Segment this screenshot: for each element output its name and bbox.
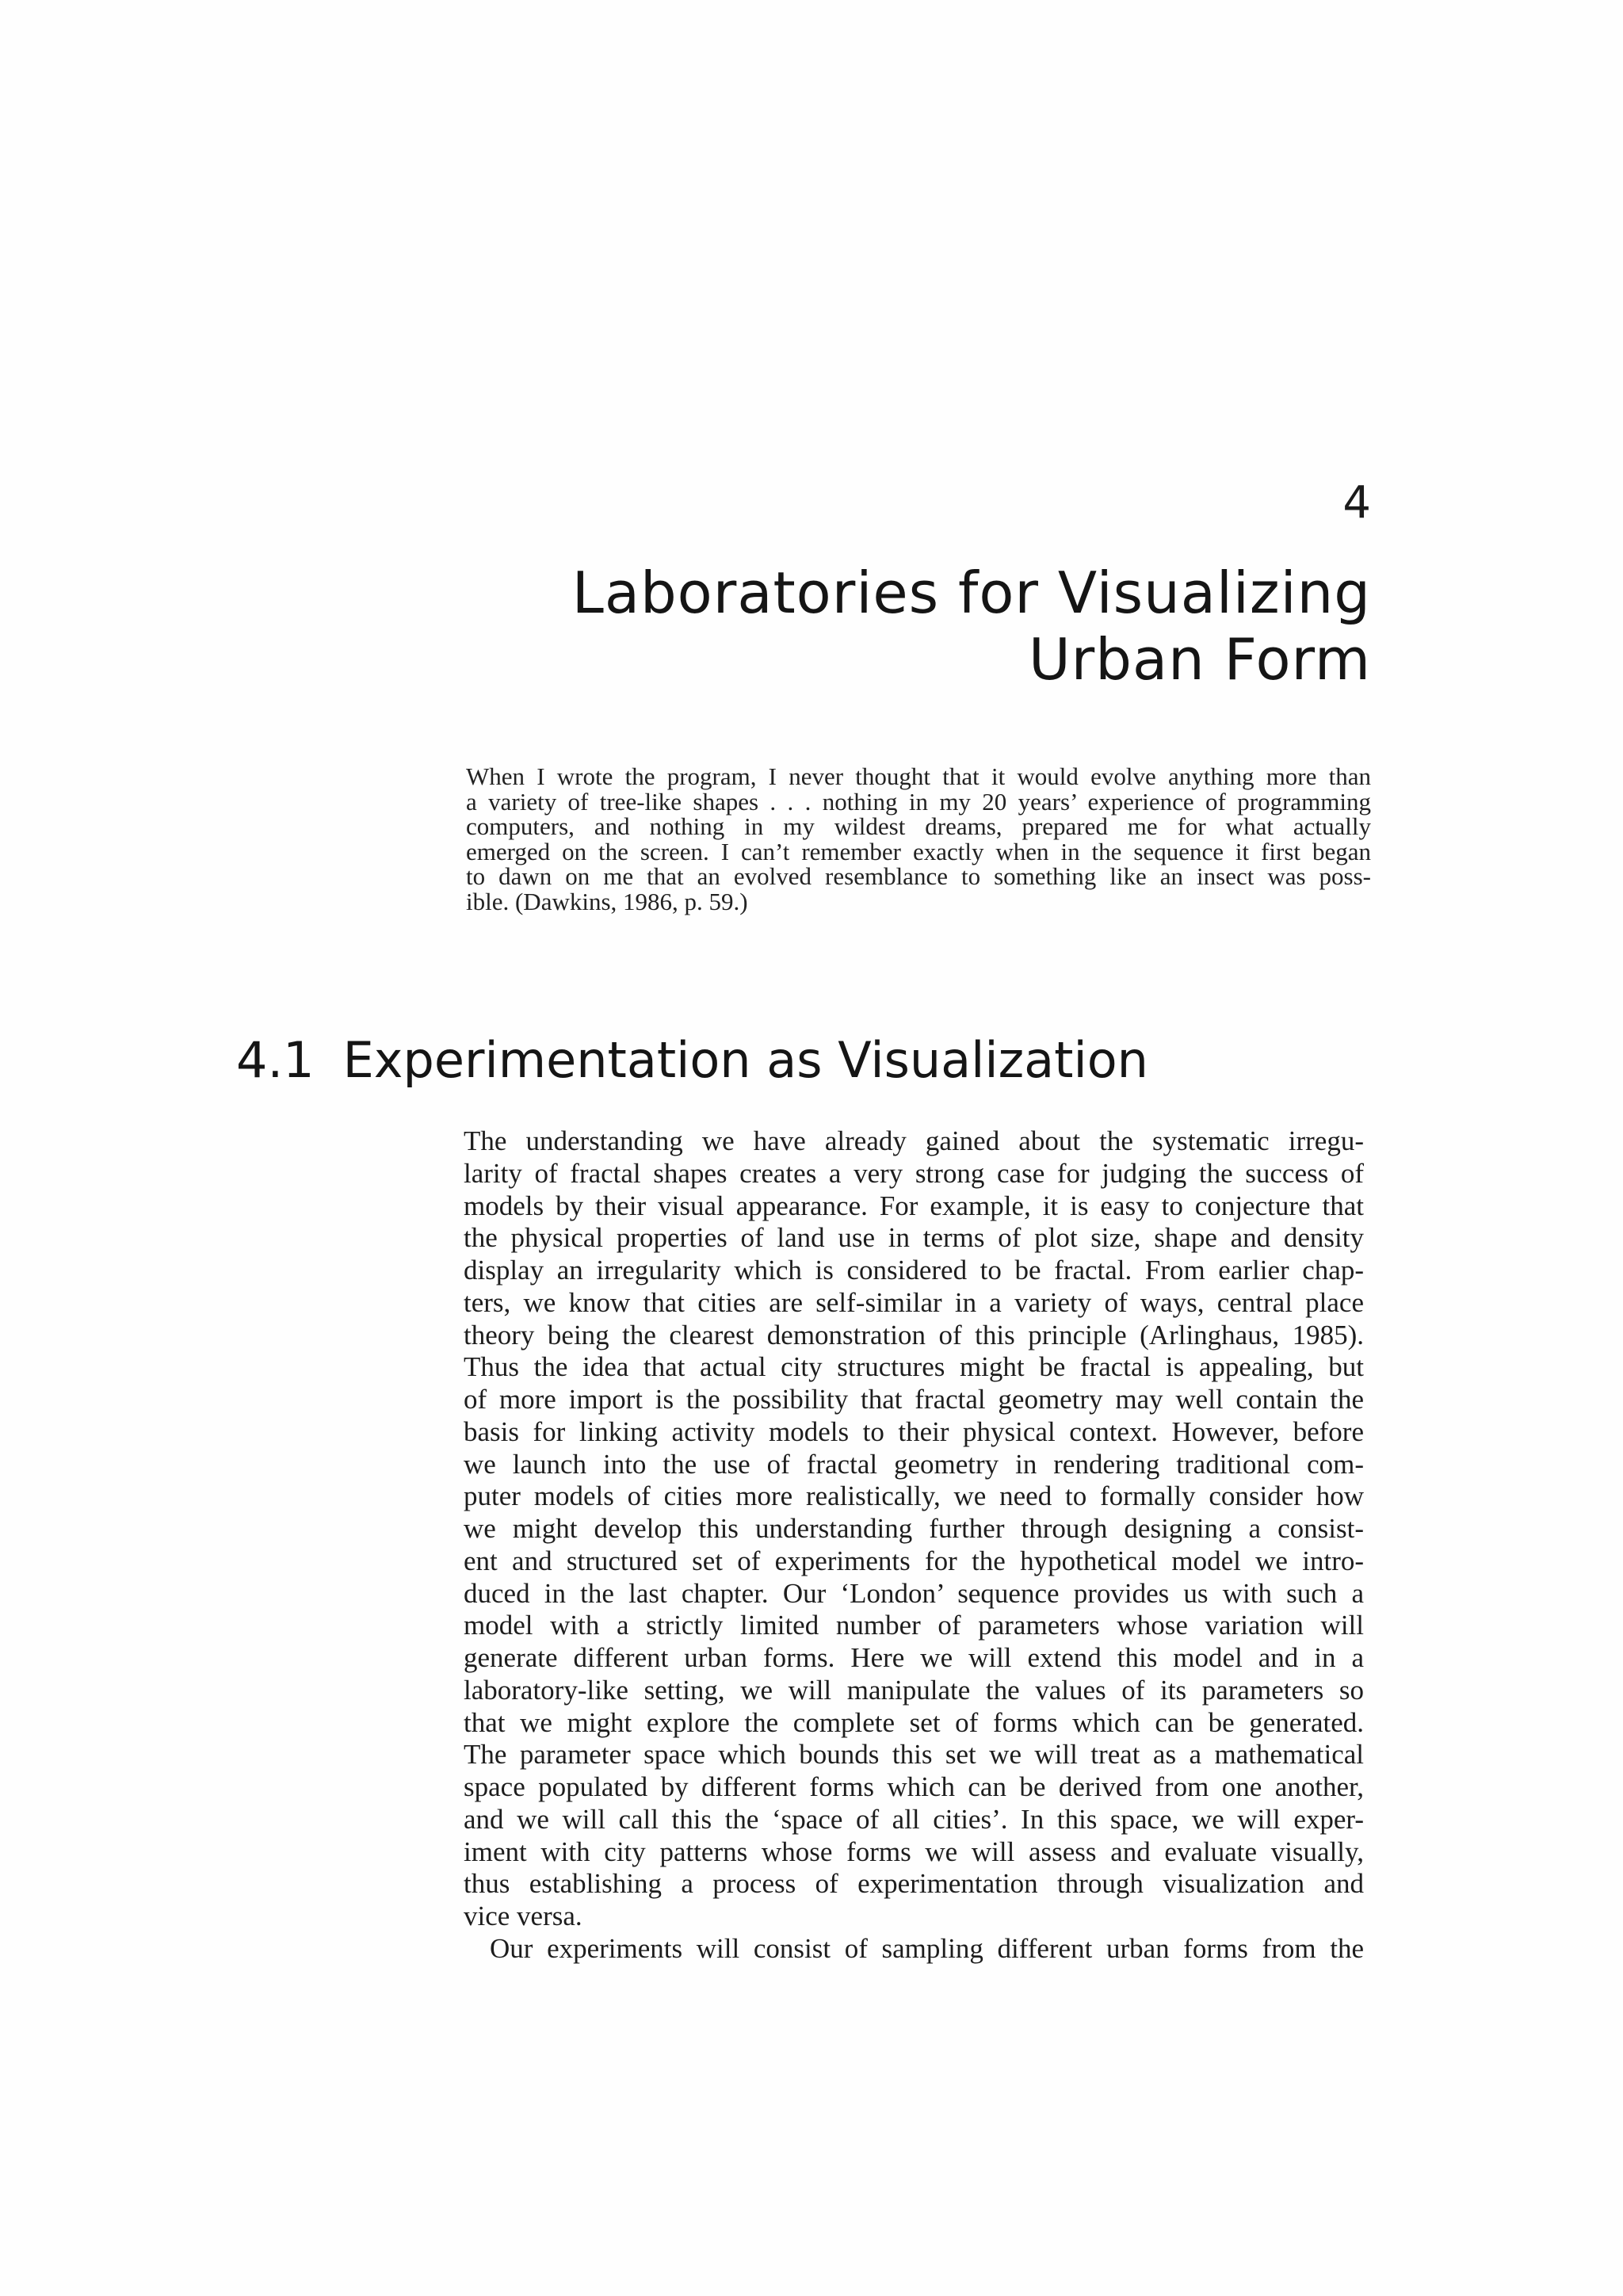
body-line: Our experiments will consist of sampling different urban forms from the: [490, 1932, 1364, 1964]
body-line: thus establishing a process of experimentation through visualization and: [464, 1868, 1364, 1900]
body-line: puter models of cities more realistically, we need to formally consider how: [464, 1480, 1364, 1512]
epigraph-line: to dawn on me that an evolved resemblance to something like an insect was poss-: [466, 862, 1371, 890]
epigraph-line: ible. (Dawkins, 1986, p. 59.): [466, 887, 748, 915]
body-line: iment with city patterns whose forms we will assess and evaluate visually,: [464, 1836, 1364, 1867]
body-line: ters, we know that cities are self-similar in a variety of ways, central place: [464, 1286, 1364, 1318]
body-line: The understanding we have already gained about the systematic irregu-: [464, 1125, 1364, 1156]
body-line: space populated by different forms which can be derived from one another,: [464, 1771, 1364, 1802]
section-number: 4.1: [236, 1031, 315, 1089]
body-line: laboratory-like setting, we will manipulate the values of its parameters so: [464, 1674, 1364, 1706]
epigraph-quote: [466, 764, 1371, 914]
body-line: we might develop this understanding further through designing a consist-: [464, 1513, 1364, 1544]
section-heading: [236, 1030, 1148, 1091]
epigraph-line: When I wrote the program, I never thought that it would evolve anything more than: [466, 762, 1371, 790]
body-line: the physical properties of land use in terms of plot size, shape and density: [464, 1222, 1364, 1254]
body-line: generate different urban forms. Here we will extend this model and in a: [464, 1642, 1364, 1673]
body-line: basis for linking activity models to their physical context. However, before: [464, 1415, 1364, 1447]
body-line: ent and structured set of experiments for the hypothetical model we intro-: [464, 1545, 1364, 1576]
body-line: The parameter space which bounds this set we will treat as a mathematical: [464, 1739, 1364, 1771]
epigraph-line: computers, and nothing in my wildest dreams, prepared me for what actually: [466, 812, 1371, 840]
body-line: of more import is the possibility that fractal geometry may well contain the: [464, 1384, 1364, 1415]
body-line: Thus the idea that actual city structures might be fractal is appealing, but: [464, 1351, 1364, 1383]
chapter-title-line: Urban Form: [1028, 626, 1371, 693]
chapter-title: [420, 560, 1371, 693]
section-title: Experimentation as Visualization: [342, 1031, 1148, 1089]
chapter-number: 4: [1342, 477, 1371, 529]
body-line: duced in the last chapter. Our ‘London’ sequence provides us with such a: [464, 1577, 1364, 1609]
epigraph-line: emerged on the screen. I can’t remember exactly when in the sequence it first began: [466, 837, 1371, 865]
body-line: model with a strictly limited number of parameters whose variation will: [464, 1610, 1364, 1641]
body-line: models by their visual appearance. For example, it is easy to conjecture that: [464, 1190, 1364, 1221]
body-line: and we will call this the ‘space of all cities’. In this space, we will exper-: [464, 1803, 1364, 1835]
epigraph-line: a variety of tree-like shapes . . . nothing in my 20 years’ experience of programming: [466, 787, 1371, 816]
body-line: display an irregularity which is considered to be fractal. From earlier chap-: [464, 1255, 1364, 1286]
body-line: we launch into the use of fractal geometry in rendering traditional com-: [464, 1448, 1364, 1480]
body-line: larity of fractal shapes creates a very strong case for judging the success of: [464, 1157, 1364, 1189]
chapter-title-line: Laboratories for Visualizing: [571, 560, 1371, 626]
body-paragraphs: [464, 1125, 1364, 1966]
body-line: vice versa.: [464, 1901, 582, 1931]
body-line: that we might explore the complete set of forms which can be generated.: [464, 1706, 1364, 1738]
body-line: theory being the clearest demonstration of this principle (Arlinghaus, 1985).: [464, 1319, 1364, 1350]
